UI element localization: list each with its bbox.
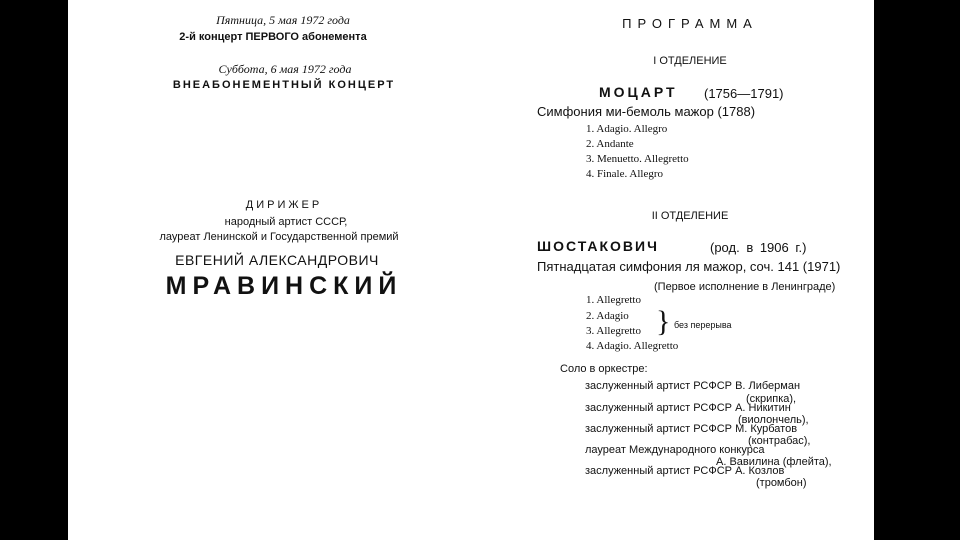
soloist-instrument: (контрабас),	[748, 435, 811, 447]
soloist-instrument: (виолончель),	[738, 414, 809, 426]
part-2-movement: 1. Allegretto	[586, 294, 641, 306]
part-2-composer-years: (род. в 1906 г.)	[710, 240, 807, 255]
soloists-heading: Соло в оркестре:	[560, 363, 648, 375]
soloist-line: заслуженный артист РСФСР А. Никитин	[585, 402, 791, 414]
conductor-label: ДИРИЖЕР	[245, 199, 323, 211]
soloist-line: А. Вавилина (флейта),	[716, 456, 832, 468]
part-1-movement: 3. Menuetto. Allegretto	[586, 153, 689, 165]
part-1-movement: 4. Finale. Allegro	[586, 168, 663, 180]
part-1-composer: МОЦАРТ	[599, 84, 678, 100]
soloist-line: лауреат Международного конкурса	[585, 444, 765, 456]
part-2-movement: 4. Adagio. Allegretto	[586, 340, 679, 352]
part-1-heading: I ОТДЕЛЕНИЕ	[653, 55, 727, 67]
date-saturday: Суббота, 6 мая 1972 года	[218, 62, 352, 76]
no-intermission-note: без перерыва	[674, 320, 732, 330]
part-2-movement: 2. Adagio	[586, 310, 629, 322]
program-title: ПРОГРАММА	[622, 16, 758, 31]
part-2-heading: II ОТДЕЛЕНИЕ	[651, 210, 729, 222]
part-2-work: Пятнадцатая симфония ля мажор, соч. 141 (1971)	[537, 259, 841, 274]
conductor-surname: МРАВИНСКИЙ	[165, 272, 403, 300]
brace-icon: }	[656, 305, 671, 338]
concert-first-subscription: 2-й концерт ПЕРВОГО абонемента	[179, 31, 367, 43]
part-1-work: Симфония ми-бемоль мажор (1788)	[537, 104, 756, 119]
soloist-line: заслуженный артист РСФСР А. Козлов	[585, 465, 785, 477]
part-1-movement: 1. Adagio. Allegro	[586, 123, 668, 135]
soloist-instrument: (скрипка),	[746, 393, 797, 405]
conductor-first-name: ЕВГЕНИЙ АЛЕКСАНДРОВИЧ	[175, 252, 379, 268]
part-1-composer-years: (1756—1791)	[704, 86, 784, 101]
part-2-composer: ШОСТАКОВИЧ	[537, 238, 659, 254]
soloist-instrument: (тромбон)	[756, 477, 807, 489]
conductor-title-1: народный артист СССР,	[224, 216, 348, 228]
part-2-movement: 3. Allegretto	[586, 325, 641, 337]
part-2-premiere-note: (Первое исполнение в Ленинграде)	[654, 281, 836, 293]
soloist-line: заслуженный артист РСФСР М. Курбатов	[585, 423, 798, 435]
concert-non-subscription: ВНЕАБОНЕМЕНТНЫЙ КОНЦЕРТ	[172, 79, 396, 91]
date-friday: Пятница, 5 мая 1972 года	[216, 13, 350, 27]
part-1-movement: 2. Andante	[586, 138, 634, 150]
program-page	[68, 0, 874, 540]
soloist-line: заслуженный артист РСФСР В. Либерман	[585, 380, 801, 392]
conductor-title-2: лауреат Ленинской и Государственной премий	[159, 231, 399, 243]
